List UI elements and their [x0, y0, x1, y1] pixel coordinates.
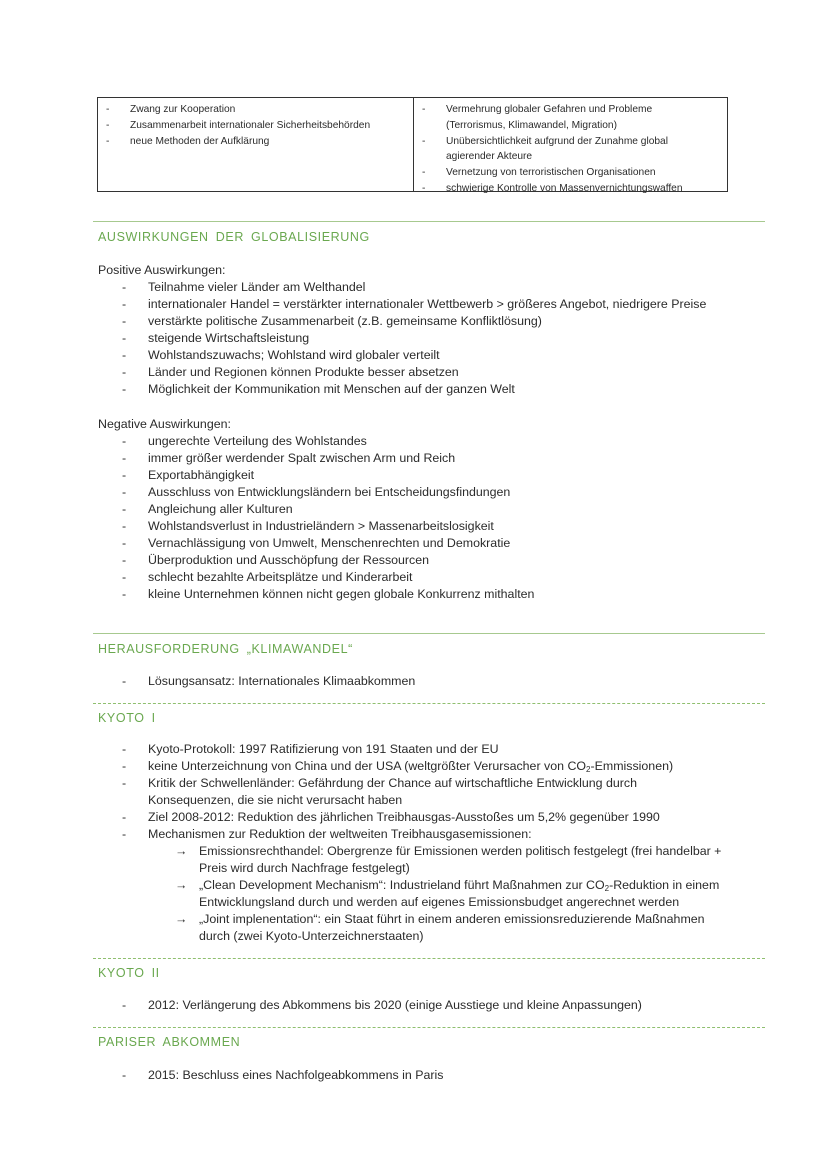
- list-item: - immer größer werdender Spalt zwischen Arm und Reich: [98, 450, 534, 467]
- arrow-item: → Emissionsrechthandel: Obergrenze für Emissionen werden politisch festgelegt (frei handelbar + Preis wird durch Nachfrage festgelegt): [98, 843, 721, 877]
- list-item: - Angleichung aller Kulturen: [98, 501, 534, 518]
- list-item: - Mechanismen zur Reduktion der weltweiten Treibhausgasemissionen:: [98, 826, 721, 843]
- list-item: - internationaler Handel = verstärkter internationaler Wettbewerb > größeres Angebot, niedrigere Preise: [98, 296, 706, 313]
- negative-label: Negative Auswirkungen:: [98, 417, 231, 431]
- section-divider: [93, 1027, 765, 1028]
- list-item: - Vermehrung globaler Gefahren und Probleme (Terrorismus, Klimawandel, Migration): [418, 102, 723, 134]
- arrow-item: → „Joint implenentation“: ein Staat führt in einem anderen emissionsreduzierende Maßnahmen durch (zwei Kyoto-Unterzeichnerstaaten): [98, 911, 721, 945]
- section-divider: [93, 221, 765, 222]
- list-item: - Exportabhängigkeit: [98, 467, 534, 484]
- list-item: - Wohlstandsverlust in Industrieländern > Massenarbeitslosigkeit: [98, 518, 534, 535]
- list-item: - verstärkte politische Zusammenarbeit (z.B. gemeinsame Konfliktlösung): [98, 313, 706, 330]
- section-heading-globalisierung: AUSWIRKUNGEN DER GLOBALISIERUNG: [98, 230, 370, 244]
- section-heading-kyoto-1: KYOTO I: [98, 711, 156, 725]
- list-item: - Unübersichtlichkeit aufgrund der Zunahme global agierender Akteure: [418, 134, 723, 166]
- kyoto-1-list: [98, 741, 721, 945]
- list-item: - kleine Unternehmen können nicht gegen globale Konkurrenz mithalten: [98, 586, 534, 603]
- list-item: - Vernachlässigung von Umwelt, Menschenrechten und Demokratie: [98, 535, 534, 552]
- list-item: - Kritik der Schwellenländer: Gefährdung der Chance auf wirtschaftliche Entwicklung durch Konsequenzen, die sie nicht verursacht haben: [98, 775, 721, 809]
- list-item: - 2012: Verlängerung des Abkommens bis 2020 (einige Ausstiege und kleine Anpassungen): [98, 997, 642, 1014]
- arrow-item: → „Clean Development Mechanism“: Industrieland führt Maßnahmen zur $CO_2$-Reduktion in einem Entwicklungsland durch und werden auf eigenes Emissionsbudget angerechnet werden: [98, 877, 721, 911]
- list-item: - Lösungsansatz: Internationales Klimaabkommen: [98, 673, 415, 690]
- list-item: - 2015: Beschluss eines Nachfolgeabkommens in Paris: [98, 1067, 443, 1084]
- negative-effects: [98, 416, 534, 603]
- table-right-column: [414, 98, 727, 194]
- section-heading-kyoto-2: KYOTO II: [98, 966, 160, 980]
- list-item: - schwierige Kontrolle von Massenvernichtungswaffen: [418, 181, 723, 197]
- section-divider: [93, 633, 765, 634]
- list-item: - ungerechte Verteilung des Wohlstandes: [98, 433, 534, 450]
- list-item: - Möglichkeit der Kommunikation mit Menschen auf der ganzen Welt: [98, 381, 706, 398]
- list-item: - schlecht bezahlte Arbeitsplätze und Kinderarbeit: [98, 569, 534, 586]
- list-item: - Kyoto-Protokoll: 1997 Ratifizierung von 191 Staaten und der EU: [98, 741, 721, 758]
- section-heading-paris: PARISER ABKOMMEN: [98, 1035, 241, 1049]
- list-item: - Ausschluss von Entwicklungsländern bei Entscheidungsfindungen: [98, 484, 534, 501]
- list-item: - Ziel 2008-2012: Reduktion des jährlichen Treibhausgas-Ausstoßes um 5,2% gegenüber 1990: [98, 809, 721, 826]
- list-item: - Zwang zur Kooperation: [102, 102, 409, 118]
- list-item: - Wohlstandszuwachs; Wohlstand wird globaler verteilt: [98, 347, 706, 364]
- list-item: - Zusammenarbeit internationaler Sicherheitsbehörden: [102, 118, 409, 134]
- list-item: - steigende Wirtschaftsleistung: [98, 330, 706, 347]
- list-item: - keine Unterzeichnung von China und der USA (weltgrößter Verursacher von $CO_2-Emmissionen$): [98, 758, 721, 775]
- section-heading-klimawandel: HERAUSFORDERUNG „KLIMAWANDEL“: [98, 642, 353, 656]
- pros-cons-table: [97, 97, 728, 192]
- table-left-column: [98, 98, 414, 191]
- paris-list: [98, 1067, 443, 1084]
- list-item: - neue Methoden der Aufklärung: [102, 134, 409, 150]
- positive-effects: [98, 262, 706, 398]
- positive-label: Positive Auswirkungen:: [98, 263, 226, 277]
- klimawandel-list: [98, 673, 415, 690]
- list-item: - Teilnahme vieler Länder am Welthandel: [98, 279, 706, 296]
- section-divider: [93, 958, 765, 959]
- list-item: - Überproduktion und Ausschöpfung der Ressourcen: [98, 552, 534, 569]
- list-item: - Länder und Regionen können Produkte besser absetzen: [98, 364, 706, 381]
- list-item: - Vernetzung von terroristischen Organisationen: [418, 165, 723, 181]
- section-divider: [93, 703, 765, 704]
- kyoto-2-list: [98, 997, 642, 1014]
